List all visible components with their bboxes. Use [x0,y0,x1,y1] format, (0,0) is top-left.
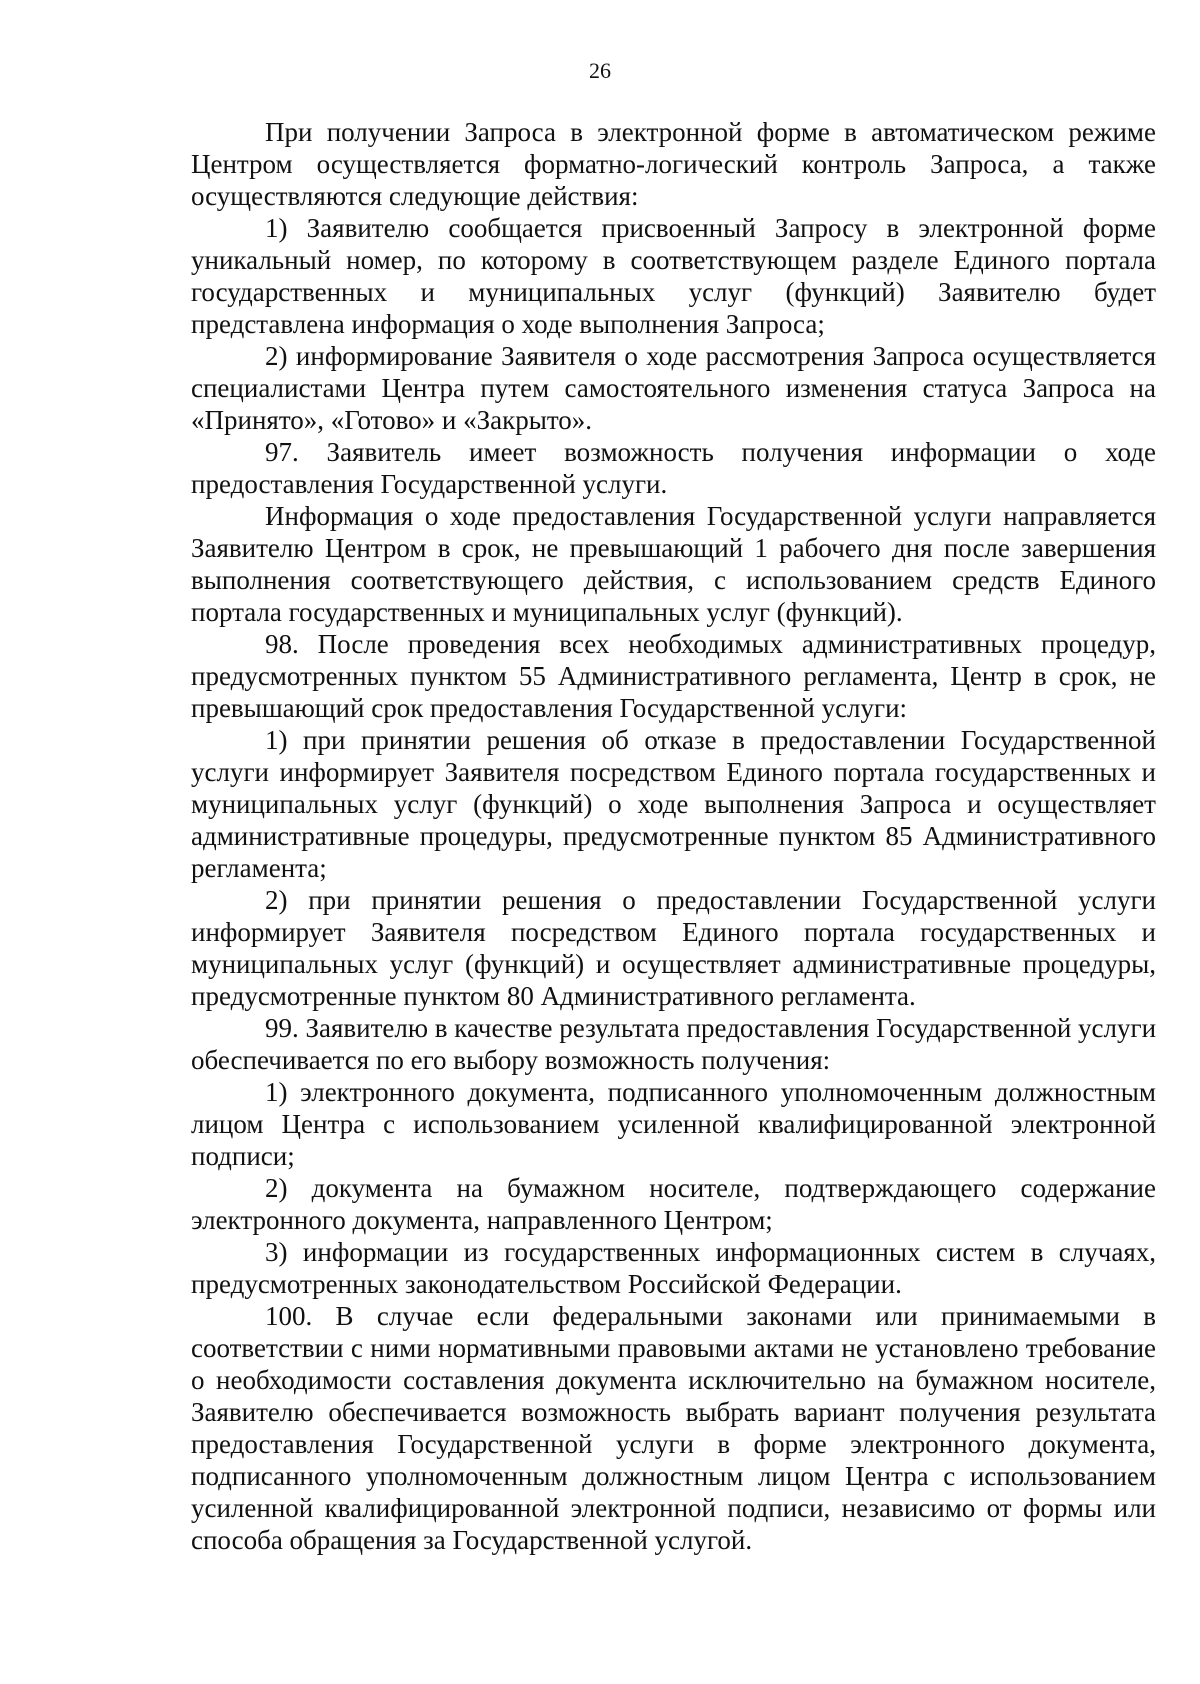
paragraph-99-item-1: 1) электронного документа, подписанного уполномоченным должностным лицом Центра с использованием усиленной квалифицированной электронной подписи; [191,1077,1156,1171]
paragraph-98: 98. После проведения всех необходимых административных процедур, предусмотренных пунктом 55 Административного регламента, Центр в срок, не превышающий срок предоставления Государственной услуги: [191,629,1156,723]
paragraph-98-item-2: 2) при принятии решения о предоставлении Государственной услуги информирует Заявителя посредством Единого портала государственных и муниципальных услуг (функций) и осуществляет административные процедуры, предусмотренные пунктом 80 Административного регламента. [191,885,1156,1011]
paragraph-intro-item-1: 1) Заявителю сообщается присвоенный Запросу в электронной форме уникальный номер, по которому в соответствующем разделе Единого портала государственных и муниципальных услуг (функций) Заявителю будет представлена информация о ходе выполнения Запроса; [191,213,1156,339]
page-number: 26 [589,58,611,83]
paragraph-99-item-2: 2) документа на бумажном носителе, подтверждающего содержание электронного документа, направленного Центром; [191,1173,1156,1235]
document-body [191,116,1156,1556]
paragraph-99: 99. Заявителю в качестве результата предоставления Государственной услуги обеспечивается по его выбору возможность получения: [191,1013,1157,1075]
paragraph-98-item-1: 1) при принятии решения об отказе в предоставлении Государственной услуги информирует Заявителя посредством Единого портала государственных и муниципальных услуг (функций) о ходе выполнения Запроса и осуществляет административные процедуры, предусмотренные пунктом 85 Административного регламента; [191,725,1156,883]
paragraph-100: 100. В случае если федеральными законами или принимаемыми в соответствии с ними нормативными правовыми актами не установлено требование о необходимости составления документа исключительно на бумажном носителе, Заявителю обеспечивается возможность выбрать вариант получения результата предоставления Государственной услуги в форме электронного документа, подписанного уполномоченным должностным лицом Центра с использованием усиленной квалифицированной электронной подписи, независимо от формы или способа обращения за Государственной услугой. [191,1301,1156,1555]
paragraph-97-info: Информация о ходе предоставления Государственной услуги направляется Заявителю Центром в срок, не превышающий 1 рабочего дня после завершения выполнения соответствующего действия, с использованием средств Единого портала государственных и муниципальных услуг (функций). [191,501,1156,627]
paragraph-99-item-3: 3) информации из государственных информационных систем в случаях, предусмотренных законодательством Российской Федерации. [191,1237,1156,1299]
paragraph-97: 97. Заявитель имеет возможность получения информации о ходе предоставления Государственной услуги. [191,437,1156,499]
paragraph-intro: При получении Запроса в электронной форме в автоматическом режиме Центром осуществляется форматно-логический контроль Запроса, а также осуществляются следующие действия: [191,117,1156,211]
paragraph-intro-item-2: 2) информирование Заявителя о ходе рассмотрения Запроса осуществляется специалистами Центра путем самостоятельного изменения статуса Запроса на «Принято», «Готово» и «Закрыто». [191,341,1156,435]
